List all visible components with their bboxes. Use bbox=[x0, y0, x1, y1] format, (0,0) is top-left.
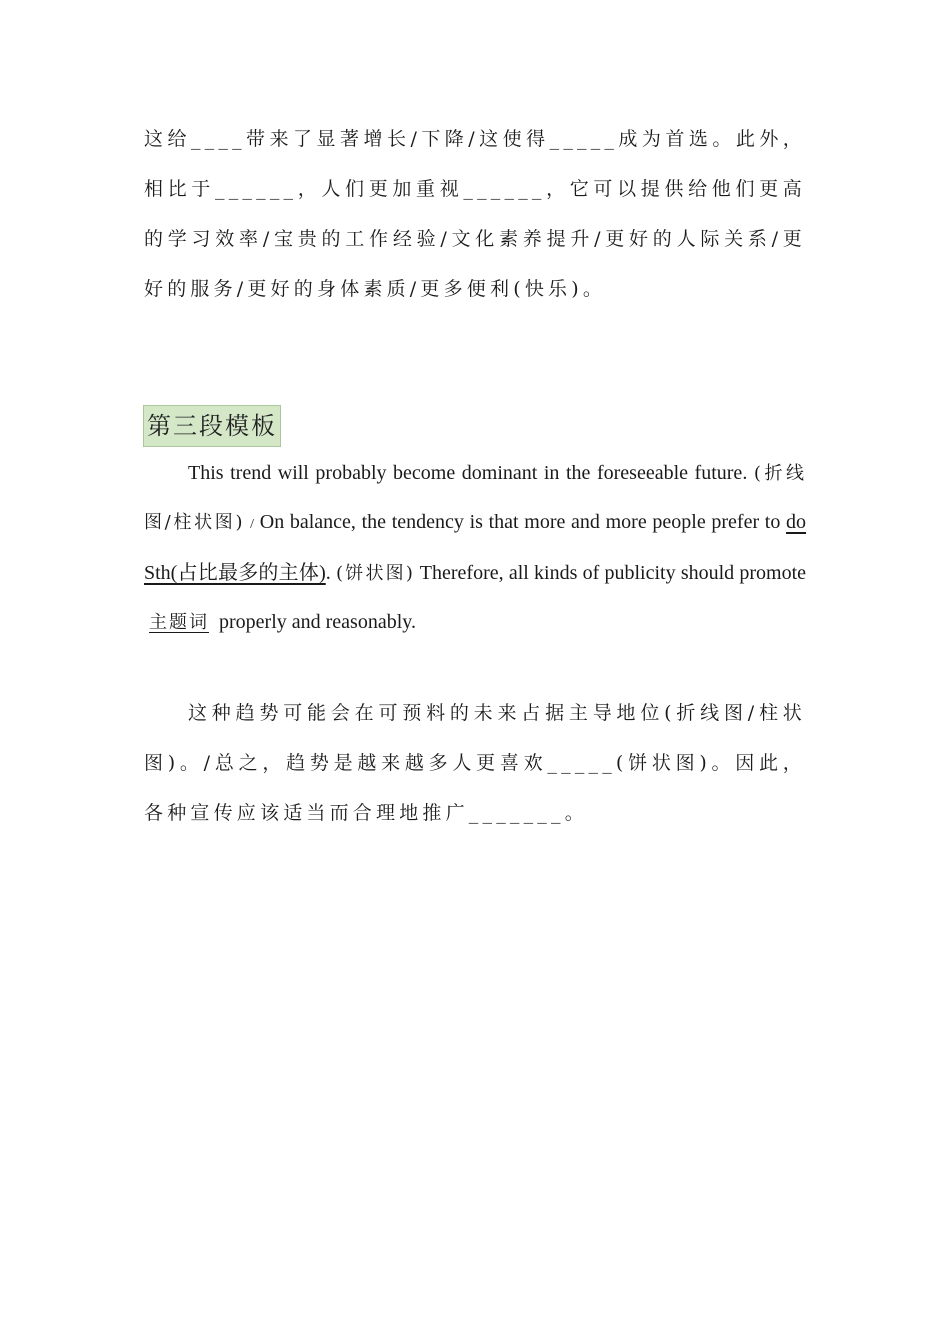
paragraph-english-template bbox=[144, 449, 806, 647]
section-heading: 第三段模板 bbox=[143, 405, 281, 447]
paragraph-chinese-translation: 这种趋势可能会在可预料的未来占据主导地位(折线图/柱状图)。/总之，趋势是越来越多人更喜欢_____(饼状图)。因此，各种宣传应该适当而合理地推广_______。 bbox=[144, 702, 806, 824]
sentence-therefore: Therefore, all kinds of publicity should promote bbox=[419, 562, 807, 584]
note-line-bar-chart: (折线图/柱状图) bbox=[144, 463, 807, 533]
sentence-ending: properly and reasonably. bbox=[219, 611, 416, 633]
separator-slash: / bbox=[250, 517, 255, 532]
sentence-period: . bbox=[325, 562, 331, 584]
blank-topic-word: 主题词 bbox=[149, 612, 209, 633]
note-pie-chart: (饼状图) bbox=[336, 563, 415, 584]
blank-main-subject: do Sth(占比最多的主体) bbox=[144, 511, 807, 584]
paragraph-chinese-intro: 这给____带来了显著增长/下降/这使得_____成为首选。此外，相比于______，人们更加重视______，它可以提供给他们更高的学习效率/宝贵的工作经验/文化素养提升/更好的人际关系/更好的服务/更好的身体素质/更多便利(快乐)。 bbox=[144, 128, 806, 300]
sentence-balance: On balance, the tendency is that more and more people prefer to bbox=[259, 511, 781, 533]
sentence-trend: This trend will probably become dominant in the foreseeable future. bbox=[188, 462, 748, 484]
